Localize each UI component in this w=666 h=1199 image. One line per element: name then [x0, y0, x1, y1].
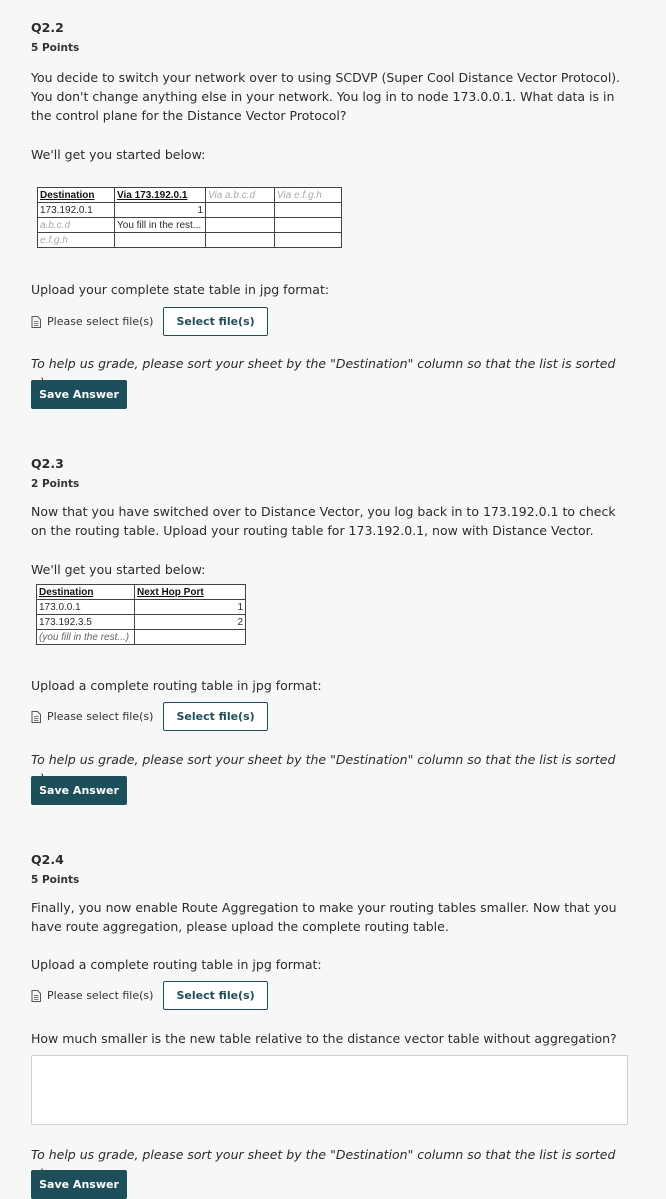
- routing-table-image: [36, 584, 246, 645]
- table-cell: [275, 233, 342, 248]
- file-upload: [31, 307, 268, 336]
- question-body: Now that you have switched over to Distance Vector, you log back in to 173.192.0.1 to check on the routing table. Upload your routing table for 173.192.0.1, now with Distance Vector.: [31, 504, 616, 538]
- file-label: Please select file(s): [47, 315, 154, 328]
- state-table-image: [37, 187, 342, 248]
- save-answer-button[interactable]: Save Answer: [31, 380, 127, 409]
- question-body: You decide to switch your network over to using SCDVP (Super Cool Distance Vector Protocol). You don't change anything else in your network. You log in to node 173.0.0.1. What data is in the control plane for the Distance Vector Protocol?: [31, 70, 621, 123]
- started-text: We'll get you started below:: [31, 147, 206, 162]
- upload-prompt: Upload your complete state table in jpg format:: [31, 282, 330, 297]
- grading-hint: To help us grade, please sort your sheet by the "Destination" column so that the list is sorted: [31, 1147, 616, 1162]
- table-cell: [206, 218, 275, 233]
- table-cell: 2: [135, 615, 246, 630]
- select-files-button[interactable]: Select file(s): [163, 702, 267, 731]
- table-cell: 1: [115, 203, 206, 218]
- question-points: 5 Points: [31, 42, 80, 54]
- table-header: Via a.b.c.d: [206, 188, 275, 203]
- select-files-button[interactable]: Select file(s): [163, 981, 267, 1010]
- table-cell: 1: [135, 600, 246, 615]
- table-header: Via e.f.g.h: [275, 188, 342, 203]
- file-icon: [31, 316, 41, 328]
- file-icon: [31, 990, 41, 1002]
- table-header: Via 173.192.0.1: [115, 188, 206, 203]
- question-q2-4-header: [31, 852, 631, 886]
- file-upload: [31, 981, 268, 1010]
- question-q2-2-header: [31, 20, 631, 54]
- answer-question-text: How much smaller is the new table relative to the distance vector table without aggregation?: [31, 1031, 617, 1046]
- question-points: 2 Points: [31, 478, 80, 490]
- table-cell: e.f.g.h: [38, 233, 115, 248]
- table-cell: [206, 233, 275, 248]
- question-points: 5 Points: [31, 874, 80, 886]
- file-upload: [31, 702, 268, 731]
- table-cell: [135, 630, 246, 645]
- table-cell: [115, 233, 206, 248]
- table-header: Destination: [38, 188, 115, 203]
- table-cell: [275, 203, 342, 218]
- question-body: Finally, you now enable Route Aggregation to make your routing tables smaller. Now that you have route aggregation, please upload the complete routing table.: [31, 900, 617, 934]
- started-text: We'll get you started below:: [31, 562, 206, 577]
- file-label: Please select file(s): [47, 710, 154, 723]
- select-files-button[interactable]: Select file(s): [163, 307, 267, 336]
- save-answer-button[interactable]: Save Answer: [31, 776, 127, 805]
- grading-hint: To help us grade, please sort your sheet by the "Destination" column so that the list is sorted: [31, 356, 616, 371]
- table-cell: You fill in the rest...: [115, 218, 206, 233]
- table-cell: (you fill in the rest...): [37, 630, 135, 645]
- table-cell: a.b.c.d: [38, 218, 115, 233]
- question-title: Q2.3: [31, 456, 64, 471]
- question-title: Q2.4: [31, 852, 64, 867]
- upload-prompt: Upload a complete routing table in jpg format:: [31, 957, 322, 972]
- table-cell: [275, 218, 342, 233]
- question-q2-3-header: [31, 456, 631, 490]
- table-cell: 173.192.3.5: [37, 615, 135, 630]
- table-header: Next Hop Port: [135, 585, 246, 600]
- file-icon: [31, 711, 41, 723]
- grading-hint: To help us grade, please sort your sheet by the "Destination" column so that the list is sorted: [31, 752, 616, 767]
- table-cell: 173.0.0.1: [37, 600, 135, 615]
- question-title: Q2.2: [31, 20, 64, 35]
- save-answer-button[interactable]: Save Answer: [31, 1170, 127, 1199]
- file-label: Please select file(s): [47, 989, 154, 1002]
- answer-textarea[interactable]: [31, 1055, 628, 1125]
- table-cell: 173.192.0.1: [38, 203, 115, 218]
- upload-prompt: Upload a complete routing table in jpg format:: [31, 678, 322, 693]
- table-cell: [206, 203, 275, 218]
- table-header: Destination: [37, 585, 135, 600]
